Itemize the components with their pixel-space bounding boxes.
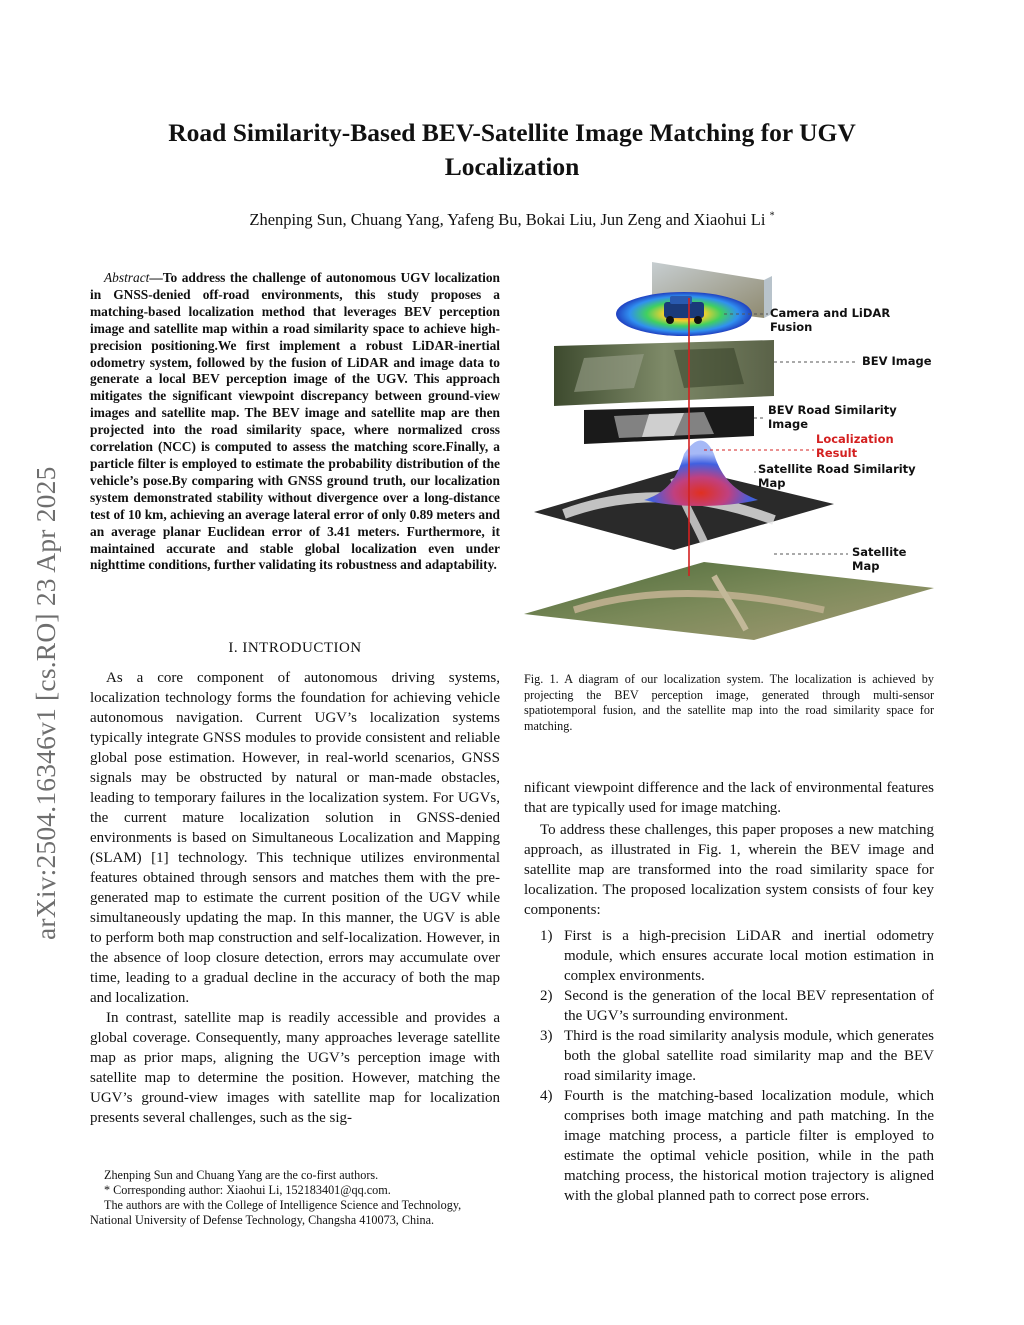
contribution-list xyxy=(524,926,934,1206)
author-names: Zhenping Sun, Chuang Yang, Yafeng Bu, Bokai Liu, Jun Zeng and Xiaohui Li xyxy=(249,210,766,229)
label-satellite-road-similarity: Satellite Road Similarity Map xyxy=(758,462,916,490)
abstract-dash: — xyxy=(149,270,163,285)
label-localization-result: Localization Result xyxy=(816,432,894,460)
corresponding-mark: * xyxy=(769,210,775,222)
abstract-label: Abstract xyxy=(104,270,150,285)
label-satellite-map: Satellite Map xyxy=(852,545,907,573)
label-bev-road-similarity: BEV Road Similarity Image xyxy=(768,403,897,431)
list-number: 1) xyxy=(540,928,553,944)
footnote-affiliation: The authors are with the College of Intelligence Science and Technology, National University of Defense Technology, Changsha 410073, China. xyxy=(90,1198,462,1227)
footnote-corresponding: * Corresponding author: Xiaohui Li, 152183401@qq.com. xyxy=(104,1183,391,1197)
figure-1 xyxy=(524,258,934,658)
list-text: First is a high-precision LiDAR and inertial odometry module, which ensures accurate local motion estimation in complex environments. xyxy=(564,928,934,984)
list-text: Third is the road similarity analysis module, which generates both the global satellite road similarity map and the BEV road similarity image. xyxy=(564,1028,934,1084)
figure-caption: Fig. 1. A diagram of our localization system. The localization is achieved by projecting the BEV perception image, generated through multi-sensor spatiotemporal fusion, and the satellite map into the road similarity space for matching. xyxy=(524,672,934,733)
intro-paragraph-2: In contrast, satellite map is readily accessible and provides a global coverage. Consequently, many approaches leverage satellite map as prior maps, aligning the UGV’s perception image with satellite map to determine the position. However, matching the UGV’s ground-view images with satellite map for localization presents several challenges, such as the sig- xyxy=(90,1010,500,1126)
list-item xyxy=(524,1086,934,1206)
list-item xyxy=(524,926,934,986)
ugv-vehicle xyxy=(664,302,704,318)
introduction-left xyxy=(90,638,500,1128)
label-bev-image: BEV Image xyxy=(862,354,932,368)
list-number: 3) xyxy=(540,1028,553,1044)
label-camera-lidar: Camera and LiDAR Fusion xyxy=(770,306,891,334)
arxiv-identifier: arXiv:2504.16346v1 [cs.RO] 23 Apr 2025 xyxy=(30,466,61,940)
intro-paragraph-continued: nificant viewpoint difference and the lack of environmental features that are typically used for image matching. xyxy=(524,780,934,816)
list-number: 4) xyxy=(540,1088,553,1104)
intro-paragraph-approach: To address these challenges, this paper proposes a new matching approach, as illustrated in Fig. 1, wherein the BEV image and satellite map are transformed into the road similarity space for localization. The proposed localization system consists of four key components: xyxy=(524,822,934,918)
abstract-text: To address the challenge of autonomous UGV localization in GNSS-denied off-road environments, this study proposes a matching-based localization method that leverages BEV perception image and satellite map within a road similarity space to achieve high-precision positioning.We first implement a robust LiDAR-inertial odometry system, followed by the fusion of LiDAR and image data to generate a local BEV perception image of the UGV. This approach mitigates the significant viewpoint discrepancy between ground-view images and satellite map. The BEV image and satellite map are then projected into the road similarity space, where normalized cross correlation (NCC) is computed to assess the matching score.Finally, a particle filter is employed to estimate the probability distribution of the vehicle’s pose.By comparing with GNSS ground truth, our localization system demonstrated stability without divergence over a long-distance test of 10 km, achieving an average lateral error of only 0.89 meters and an average planar Euclidean error of 3.41 meters. Furthermore, it maintained accurate and stable global localization even under nighttime conditions, further validating its robustness and adaptability. xyxy=(90,270,500,573)
list-number: 2) xyxy=(540,988,553,1004)
author-list xyxy=(120,210,904,230)
paper-title: Road Similarity-Based BEV-Satellite Image Matching for UGV Localization xyxy=(168,118,856,181)
footnote-cofirst: Zhenping Sun and Chuang Yang are the co-first authors. xyxy=(104,1168,379,1182)
list-item xyxy=(524,986,934,1026)
intro-paragraph-1: As a core component of autonomous driving systems, localization technology forms the foundation for achieving vehicle autonomous navigation. Current UGV’s localization systems typically integrate GNSS modules to provide consistent and reliable global pose estimation. However, in real-world scenarios, GNSS signals may be obstructed by natural or man-made obstacles, leading to temporary failures in the localization system. For UGVs, the current mature localization solution in GNSS-denied environments is based on Simultaneous Localization and Mapping (SLAM) [1] technology. This technique utilizes environmental features obtained through sensors and matches them with the pre-generated map to estimate the current position of the UGV while simultaneously updating the map. In this manner, the UGV is able to perform both map construction and self-localization. However, in the absence of loop closure detection, errors may accumulate over time, leading to a gradual decline in the accuracy of both the map and localization. xyxy=(90,670,500,1006)
list-text: Fourth is the matching-based localization module, which comprises both image matching and path matching. In the image matching process, a particle filter is employed to estimate the optimal vehicle position, while in the path matching process, the historical motion trajectory is aligned with the global planned path to correct pose errors. xyxy=(564,1088,934,1204)
abstract xyxy=(90,270,500,574)
list-text: Second is the generation of the local BEV representation of the UGV’s surrounding environment. xyxy=(564,988,934,1024)
list-item xyxy=(524,1026,934,1086)
introduction-right xyxy=(524,778,934,1206)
footnotes xyxy=(90,1168,500,1228)
section-heading: I. INTRODUCTION xyxy=(228,640,362,656)
